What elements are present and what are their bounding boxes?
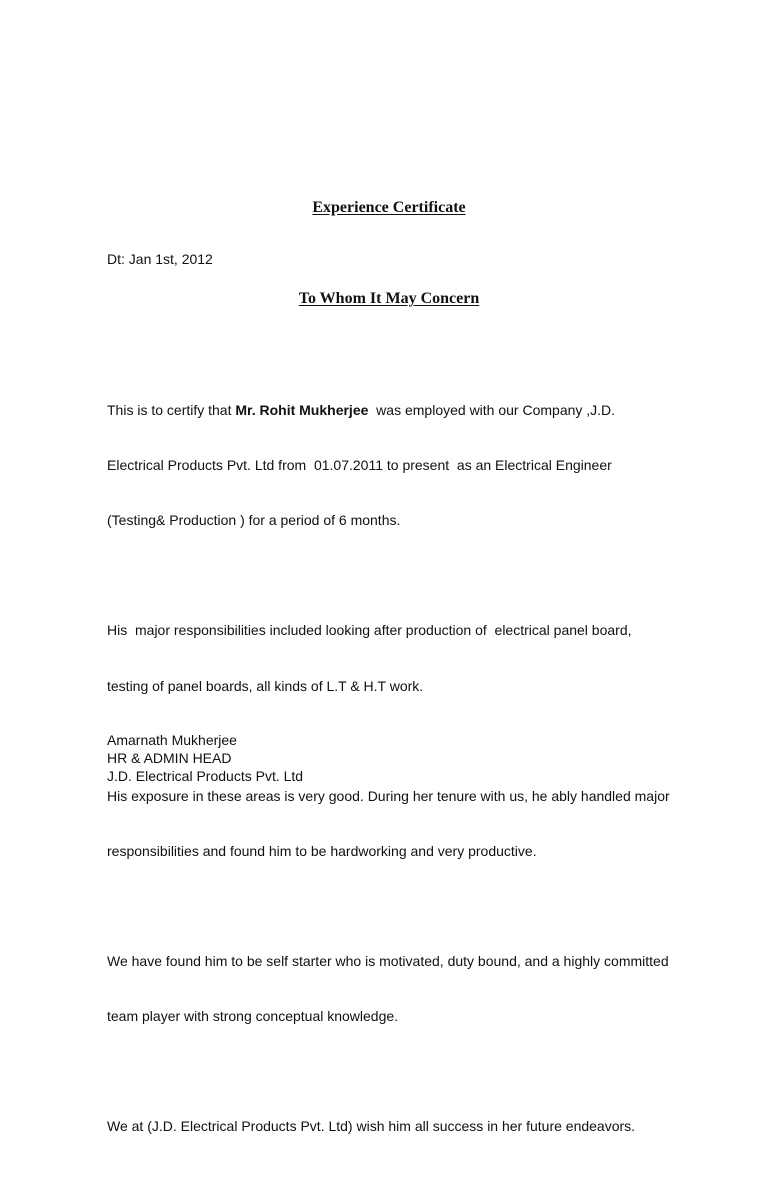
signatory-designation: HR & ADMIN HEAD: [107, 750, 232, 767]
paragraph-closing: [107, 1080, 687, 1172]
paragraph-employment-line-3: (Testing& Production ) for a period of 6 months.: [107, 512, 401, 529]
signatory-name: Amarnath Mukherjee: [107, 732, 237, 748]
paragraph-responsibilities-line-1: His major responsibilities included looking after production of electrical panel board,: [107, 622, 632, 639]
employee-name: Mr. Rohit Mukherjee: [235, 401, 369, 418]
paragraph-qualities-line-2: team player with strong conceptual knowledge.: [107, 1008, 399, 1024]
paragraph-employment: [107, 364, 687, 566]
document-date: Dt: Jan 1st, 2012: [107, 251, 213, 267]
paragraph-closing-line-1: We at (J.D. Electrical Products Pvt. Ltd) wish him all success in her future endeavors.: [107, 1118, 636, 1135]
document-title: Experience Certificate: [312, 199, 466, 216]
paragraph-exposure-line-1: His exposure in these areas is very good. During her tenure with us, he ably handled major: [107, 787, 670, 804]
paragraph-qualities-line-1: We have found him to be self starter who is motivated, duty bound, and a highly committed: [107, 952, 669, 969]
certify-text: This is to certify that: [107, 401, 236, 418]
signatory-company: J.D. Electrical Products Pvt. Ltd: [107, 768, 304, 785]
salutation-heading: To Whom It May Concern: [298, 290, 480, 307]
paragraph-responsibilities: [107, 584, 687, 731]
signature-block: [107, 731, 303, 786]
paragraph-qualities: [107, 915, 687, 1062]
paragraph-responsibilities-line-2: testing of panel boards, all kinds of L.T & H.T work.: [107, 677, 424, 694]
employment-text: was employed with our Company ,J.D.: [368, 401, 616, 418]
paragraph-employment-line-2: Electrical Products Pvt. Ltd from 01.07.2011 to present as an Electrical Engineer: [107, 457, 612, 474]
paragraph-employment-line-1: [107, 401, 687, 419]
paragraph-exposure-line-2: responsibilities and found him to be hardworking and very productive.: [107, 842, 537, 859]
